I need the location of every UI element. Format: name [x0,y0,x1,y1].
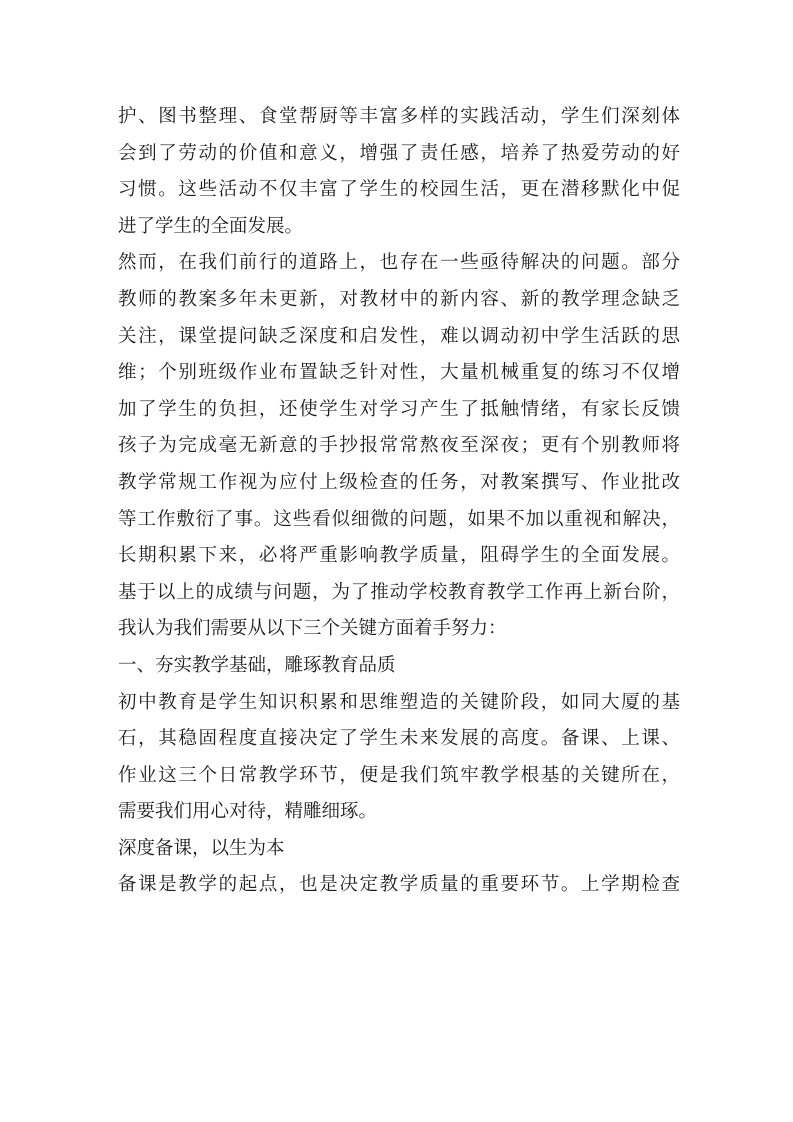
body-line: 石，其稳固程度直接决定了学生未来发展的高度。备课、上课、 [118,728,680,750]
document-body [118,99,680,904]
body-line: 备课是教学的起点，也是决定教学质量的重要环节。上学期检查 [118,874,680,896]
body-line: 维；个别班级作业布置缺乏针对性，大量机械重复的练习不仅增 [118,362,680,384]
body-line: 初中教育是学生知识积累和思维塑造的关键阶段，如同大厦的基 [118,691,680,713]
body-line: 长期积累下来，必将严重影响教学质量，阻碍学生的全面发展。 [118,545,680,567]
body-line: 我认为我们需要从以下三个关键方面着手努力： [118,618,507,640]
body-line: 基于以上的成绩与问题，为了推动学校教育教学工作再上新台阶， [118,581,680,603]
body-line: 孩子为完成毫无新意的手抄报常常熬夜至深夜；更有个别教师将 [118,435,680,457]
body-line: 等工作敷衍了事。这些看似细微的问题，如果不加以重视和解决， [118,508,680,530]
section-heading: 一、夯实教学基础，雕琢教育品质 [118,654,396,676]
body-line: 加了学生的负担，还使学生对学习产生了抵触情绪，有家长反馈 [118,398,680,420]
body-line: 进了学生的全面发展。 [118,215,304,237]
body-line: 教学常规工作视为应付上级检查的任务，对教案撰写、作业批改 [118,471,680,493]
body-line: 教师的教案多年未更新，对教材中的新内容、新的教学理念缺乏 [118,288,680,310]
body-line: 需要我们用心对待，精雕细琢。 [118,801,378,823]
body-line: 作业这三个日常教学环节，便是我们筑牢教学根基的关键所在， [118,764,680,786]
body-line: 然而，在我们前行的道路上，也存在一些亟待解决的问题。部分 [118,252,680,274]
body-line: 关注，课堂提问缺乏深度和启发性，难以调动初中学生活跃的思 [118,325,680,347]
body-line: 护、图书整理、食堂帮厨等丰富多样的实践活动，学生们深刻体 [118,106,680,127]
body-line: 习惯。这些活动不仅丰富了学生的校园生活，更在潜移默化中促 [118,179,680,201]
body-line: 会到了劳动的价值和意义，增强了责任感，培养了热爱劳动的好 [118,142,680,164]
subsection-heading: 深度备课，以生为本 [118,837,285,859]
